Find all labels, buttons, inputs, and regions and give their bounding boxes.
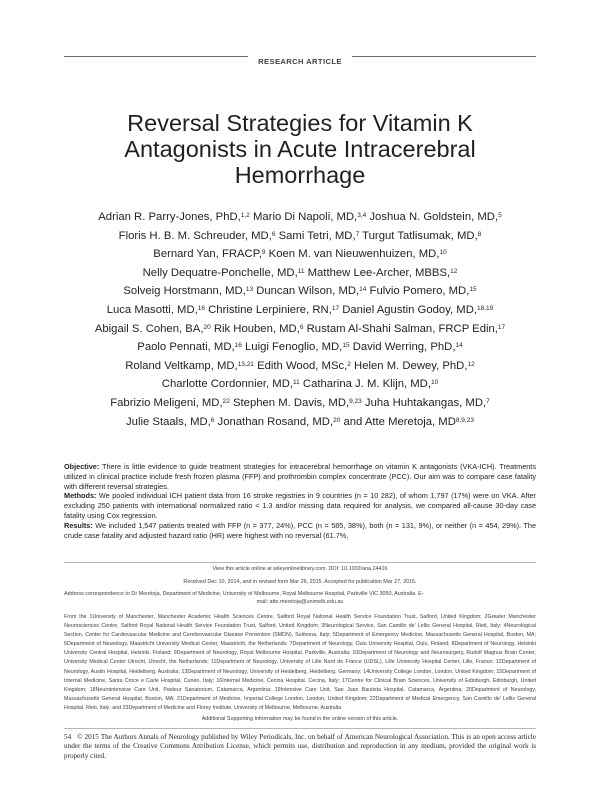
author-affil: 12: [467, 360, 475, 368]
page-number: 54: [64, 733, 72, 741]
author-name: Fabrizio Meligeni, MD,: [110, 396, 223, 409]
author-affil: 11: [293, 379, 300, 387]
author-line: [60, 375, 540, 394]
author-name: Nelly Dequatre-Ponchelle, MD,: [142, 266, 298, 279]
author-line: [60, 357, 540, 376]
correspondence-line-2: mail: atte.meretoja@unimelb.edu.au: [256, 599, 344, 606]
author-affil: 6: [271, 230, 276, 238]
author-affil: 7: [355, 230, 360, 238]
author-line: [60, 394, 540, 413]
abstract-methods: [64, 491, 536, 520]
author-name: Joshua N. Goldstein, MD,: [366, 211, 499, 223]
author-line: [60, 264, 540, 283]
objective-text: There is little evidence to guide treatment strategies for intracerebral hemorrhage on vitamin K antagonists (VKA-ICH). Treatments utilized in clinical practice include fresh frozen plasma (FFP) and prothrombin complex concentrate (PCC). Our aim was to compare case fatality with different reversal strategies.: [64, 462, 536, 491]
author-line: [60, 282, 540, 301]
article-type-label: RESEARCH ARTICLE: [258, 57, 342, 66]
author-affil: 17: [497, 323, 506, 331]
footer-divider: [64, 728, 536, 729]
author-line: [60, 245, 540, 264]
author-name: Koen M. van Nieuwenhuizen, MD,: [265, 248, 440, 261]
abstract-objective: [64, 462, 536, 491]
author-affil: 20: [333, 416, 341, 424]
affiliations: [64, 613, 536, 713]
author-name: Sami Tetri, MD,: [275, 229, 356, 242]
license-paragraph: [64, 733, 536, 761]
author-name: Roland Veltkamp, MD,: [125, 359, 238, 372]
author-name: and Atte Meretoja, MD: [340, 415, 456, 428]
author-affil: 12: [450, 267, 458, 275]
author-name: Christine Lerpiniere, RN,: [205, 303, 332, 316]
author-affil: 8,9,23: [455, 416, 474, 424]
received-dates: Received Dec 10, 2014, and in revised form Mar 26, 2015. Accepted for publication Mar 27, 2015.: [183, 579, 417, 585]
author-affil: 16: [234, 342, 242, 350]
author-affil: 6: [210, 416, 215, 424]
author-line: [60, 413, 540, 432]
author-affil: 14: [359, 286, 367, 294]
author-name: Paolo Pennati, MD,: [137, 341, 235, 354]
author-name: Helen M. Dewey, PhD,: [350, 359, 468, 372]
author-name: Luca Masotti, MD,: [106, 303, 198, 316]
author-affil: 1,2: [240, 212, 250, 219]
author-name: Abigail S. Cohen, BA,: [94, 322, 204, 335]
author-affil: 18,19: [477, 304, 494, 312]
author-name: Luigi Fenoglio, MD,: [241, 341, 343, 354]
author-line: [60, 301, 540, 320]
author-affil: 20: [203, 323, 211, 331]
author-name: Daniel Agustin Godoy, MD,: [339, 303, 477, 316]
author-name: Edith Wood, MSc,: [253, 359, 348, 372]
license-footer: [64, 733, 536, 761]
author-name: Catharina J. M. Klijn, MD,: [299, 378, 431, 391]
results-text: We included 1,547 patients treated with FFP (n = 377, 24%), PCC (n = 585, 38%), both (n = 131, 9%), or neither (n = 454, 29%). The crude case fatality and adjusted hazard ratio (HR) were highest with no reversal (61.7%,: [64, 520, 536, 540]
title-line-2: Antagonists in Acute Intracerebral: [124, 136, 476, 162]
objective-label: Objective:: [64, 462, 100, 471]
author-affil: 16: [197, 304, 205, 312]
author-name: Adrian R. Parry-Jones, PhD,: [98, 211, 241, 223]
author-affil: 13: [245, 286, 254, 294]
author-name: Fulvio Pomero, MD,: [366, 285, 470, 298]
results-label: Results:: [64, 520, 93, 530]
author-name: Bernard Yan, FRACP,: [153, 248, 262, 261]
author-affil: 10: [430, 379, 439, 387]
license-text: © 2015 The Authors Annals of Neurology published by Wiley Periodicals, Inc. on behalf of American Neurological Association. This is an open access article under the terms of the Creative Commons Attribution License, which permits use, distribution and reproduction in any medium, provided the original work is properly cited.: [64, 733, 536, 760]
author-affil: 11: [297, 267, 305, 275]
author-affil: 15: [469, 286, 477, 294]
abstract-results: [64, 521, 536, 541]
author-name: Stephen M. Davis, MD,: [229, 396, 350, 409]
affiliations-text: From the 1University of Manchester, Manchester Academic Health Sciences Centre, Salford Royal National Health Service Foundation Trust, Salford, United Kingdom; 2Greater Manchester Neurosciences Centre, Salford Royal National Health Service Foundation Trust, Salford, United Kingdom; 3Neurological Service, San Camillo de' Lellis General Hospital, Rieti, Italy; 4Neurological Section, Center for Cardiovascular Medicine and Cerebrovascular Disease Prevention (SMDN), Sulmona, Italy; 5Department of Emergency Medicine, Massachusetts General Hospital, Boston, MA; 6Department of Neurology, Maastricht University Medical Center, Maastricht, the Netherlands; 7Department of Neurology, Oulu University Hospital, Oulu, Finland; 8Department of Neurology, Helsinki University Central Hospital, Helsinki, Finland; 9Department of Neurology, Royal Melbourne Hospital, Parkville, Australia; 10Department of Neurology and Neurosurgery, Rudolf Magnus Brain Center, University Medical Center Utrecht, Utrecht, the Netherlands; 11Department of Neurology, University of Lille Nord de France (UDSL), Lille University Hospital Center, Lille, France; 12Department of Neurology, Austin Hospital, Heidelberg, Australia; 13Department of Neurology, University of Heidelberg, Heidelberg, Germany; 14University College London, London, United Kingdom; 15Department of Internal Medicine, Santa Croce e Carle Hospital, Cuneo, Italy; 16Internal Medicine, Cecina Hospital, Cecina, Italy; 17Centre for Clinical Brain Sciences, University of Edinburgh, Edinburgh, United Kingdom; 18Neurointensive Care Unit, Pasteur Sanatorium, Catamarca, Argentina; 19Intensive Care Unit, San Juan Bautista Hospital, Catamarca, Argentina; 20Department of Neurology, Massachusetts General Hospital, Boston, MA; 21Department of Medicine, Imperial College London, London, United Kingdom; 22Department of Medical Emergency, San Camillo de' Lellis General Hospital, Rieti, Italy; and 23Department of Medicine and Florey Institute, University of Melbourne, Melbourne, Australia: [64, 614, 536, 711]
author-name: Charlotte Cordonnier, MD,: [161, 378, 294, 391]
author-affil: 6: [299, 323, 304, 331]
author-line: [60, 338, 540, 357]
author-affil: 13,21: [237, 360, 254, 368]
author-line: [60, 320, 540, 339]
title-line-1: Reversal Strategies for Vitamin K: [127, 110, 473, 136]
article-title: [60, 110, 540, 188]
methods-text: We pooled individual ICH patient data from 16 stroke registries in 9 countries (n = 10 282), of whom 1,797 (17%) were on VKA. After excluding 250 patients with international normalized ratio < 1.3 and/or missing data required for analysis, we compared all-cause 30-day case fatality using Cox regression.: [64, 491, 536, 520]
author-affil: 2: [347, 360, 351, 368]
author-name: Duncan Wilson, MD,: [253, 285, 360, 298]
online-link-text: View this article online at wileyonlinelibrary.com. DOI: 10.1002/ana.24416: [212, 566, 388, 572]
author-name: David Werring, PhD,: [349, 341, 456, 354]
author-affil: 7: [486, 397, 490, 405]
author-affil: 15: [342, 342, 350, 350]
methods-label: Methods:: [64, 491, 97, 501]
author-affil: 17: [331, 304, 340, 312]
author-list: [60, 208, 540, 431]
author-line: [60, 227, 540, 246]
author-affil: 14: [455, 342, 463, 350]
author-name: Mario Di Napoli, MD,: [249, 211, 358, 223]
author-name: Rustam Al-Shahi Salman, FRCP Edin,: [303, 322, 498, 335]
author-affil: 8: [477, 230, 482, 238]
author-affil: 10: [439, 249, 447, 257]
author-affil: 3,4: [357, 212, 367, 219]
author-affil: 9,23: [349, 397, 362, 405]
author-name: Solveig Horstmann, MD,: [123, 285, 246, 298]
author-name: Rik Houben, MD,: [210, 322, 300, 335]
author-line: [60, 208, 540, 227]
supporting-info-note: Additional Supporting Information may be found in the online version of this article.: [201, 716, 399, 722]
author-name: Matthew Lee-Archer, MBBS,: [304, 266, 451, 279]
abstract: [64, 462, 536, 540]
abstract-divider: [64, 562, 536, 563]
author-affil: 22: [222, 397, 230, 405]
author-affil: 5: [498, 212, 502, 219]
author-name: Turgut Tatlisumak, MD,: [359, 229, 478, 242]
title-line-3: Hemorrhage: [234, 162, 366, 188]
correspondence: [64, 590, 536, 607]
author-name: Juha Huhtakangas, MD,: [361, 396, 487, 409]
author-name: Floris H. B. M. Schreuder, MD,: [118, 229, 272, 242]
author-affil: 9: [261, 249, 266, 257]
author-name: Jonathan Rosand, MD,: [214, 415, 334, 428]
author-name: Julie Staals, MD,: [126, 415, 211, 428]
correspondence-line-1: Address correspondence to Dr Meretoja, Department of Medicine, University of Melbourne, Royal Melbourne Hospital, Parkville VIC 3050, Australia. E-: [64, 591, 424, 597]
